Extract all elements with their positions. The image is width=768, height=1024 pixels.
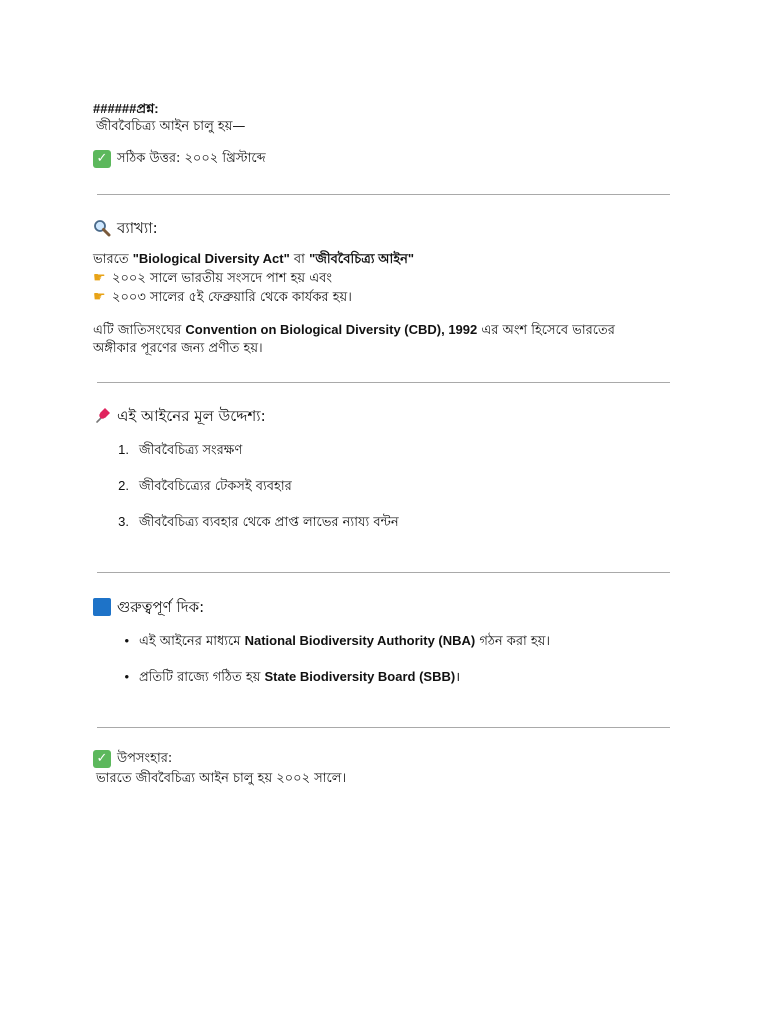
pointing-right-icon: ☛	[93, 289, 106, 305]
explanation-heading: ব্যাখ্যা:	[93, 217, 615, 239]
answer-prefix: সঠিক উত্তর:	[117, 151, 181, 166]
answer-line	[93, 148, 266, 170]
important-list	[93, 632, 673, 687]
blue-book-icon	[93, 598, 111, 616]
objectives-block	[93, 405, 673, 532]
check-mark-icon: ✓	[93, 750, 111, 768]
question-block	[93, 100, 266, 170]
important-heading: গুরুত্বপূর্ণ দিক:	[93, 596, 673, 618]
explanation-line1: ভারতে "Biological Diversity Act" বা "জীববৈচিত্র্য আইন"	[93, 251, 415, 267]
list-item: 2. জীববৈচিত্র্যের টেকসই ব্যবহার	[118, 478, 292, 494]
objectives-list	[93, 441, 673, 532]
question-label: ######প্রশ্ন:	[93, 101, 159, 116]
conclusion-heading: ✓ উপসংহার:	[93, 748, 346, 770]
divider	[97, 194, 670, 195]
answer-value: ২০০২ খ্রিস্টাব্দে	[184, 151, 266, 166]
pushpin-icon	[93, 407, 111, 425]
divider	[97, 727, 670, 728]
important-block	[93, 596, 673, 687]
explanation-bullet-2: ☛ ২০০৩ সালের ৫ই ফেব্রুয়ারি থেকে কার্যকর হয়।	[93, 289, 352, 305]
pointing-right-icon: ☛	[93, 270, 106, 286]
list-item: 1. জীববৈচিত্র্য সংরক্ষণ	[118, 442, 243, 458]
explanation-paragraph: এটি জাতিসংঘের Convention on Biological Diversity (CBD), 1992 এর অংশ হিসেবে ভারতের অঙ্গীকার পূরণের জন্য প্রণীত হয়।	[93, 322, 615, 356]
question-text: জীববৈচিত্র্য আইন চালু হয়—	[96, 119, 246, 134]
objectives-heading: এই আইনের মূল উদ্দেশ্য:	[93, 405, 673, 427]
explanation-bullet-1: ☛ ২০০২ সালে ভারতীয় সংসদে পাশ হয় এবং	[93, 270, 332, 286]
conclusion-block	[93, 748, 346, 788]
list-item: • প্রতিটি রাজ্যে গঠিত হয় State Biodiversity Board (SBB)।	[124, 669, 461, 685]
magnifying-glass-icon	[93, 219, 111, 237]
list-item: • এই আইনের মাধ্যমে National Biodiversity Authority (NBA) গঠন করা হয়।	[124, 633, 551, 649]
conclusion-text: ভারতে জীববৈচিত্র্য আইন চালু হয় ২০০২ সালে।	[96, 771, 347, 786]
list-item: 3. জীববৈচিত্র্য ব্যবহার থেকে প্রাপ্ত লাভের ন্যায্য বন্টন	[118, 514, 399, 530]
divider	[97, 572, 670, 573]
check-mark-icon: ✓	[93, 150, 111, 168]
explanation-block	[93, 217, 615, 358]
divider	[97, 382, 670, 383]
